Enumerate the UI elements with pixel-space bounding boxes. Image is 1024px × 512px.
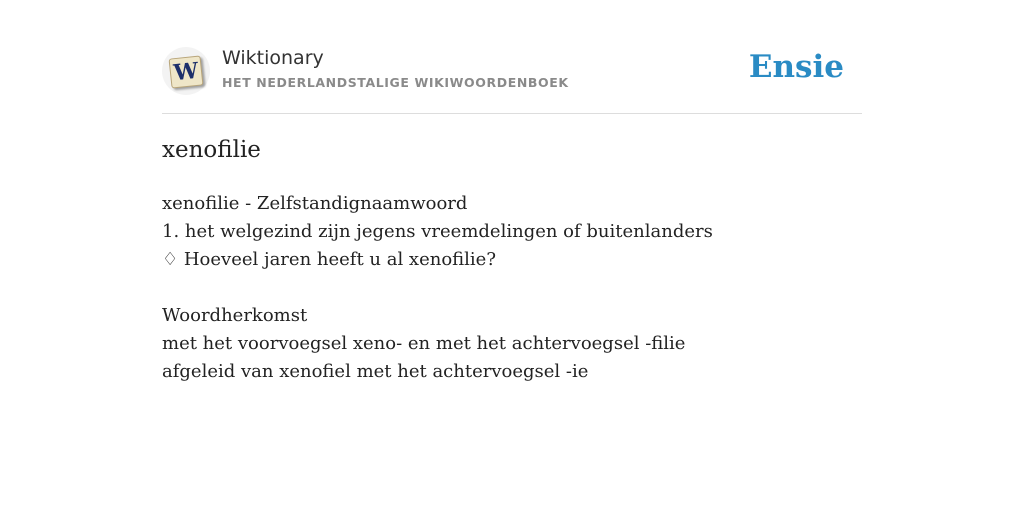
- entry-line-example: ♢ Hoeveel jaren heeft u al xenofilie?: [162, 249, 496, 270]
- ensie-brand-link[interactable]: Ensie: [748, 49, 844, 85]
- entry-title: xenofilie: [162, 137, 261, 163]
- entry-line-etymology-1: met het voorvoegsel xeno- en met het achtervoegsel -filie: [162, 333, 686, 354]
- wiktionary-tile-icon: W: [169, 55, 204, 88]
- entry-line-etymology-2: afgeleid van xenofiel met het achtervoegsel -ie: [162, 361, 589, 382]
- wiktionary-logo[interactable]: [162, 47, 210, 95]
- entry-line-spacer: [162, 274, 862, 302]
- entry-line-etymology-heading: Woordherkomst: [162, 305, 308, 326]
- site-name[interactable]: Wiktionary: [222, 47, 324, 69]
- site-subtitle: HET NEDERLANDSTALIGE WIKIWOORDENBOEK: [222, 75, 569, 90]
- header-divider: [162, 113, 862, 114]
- header: [162, 45, 862, 97]
- entry-line-definition: 1. het welgezind zijn jegens vreemdelingen of buitenlanders: [162, 221, 713, 242]
- page: [162, 0, 862, 512]
- entry-content: [162, 190, 862, 386]
- entry-line-wordtype: xenofilie - Zelfstandignaamwoord: [162, 193, 468, 214]
